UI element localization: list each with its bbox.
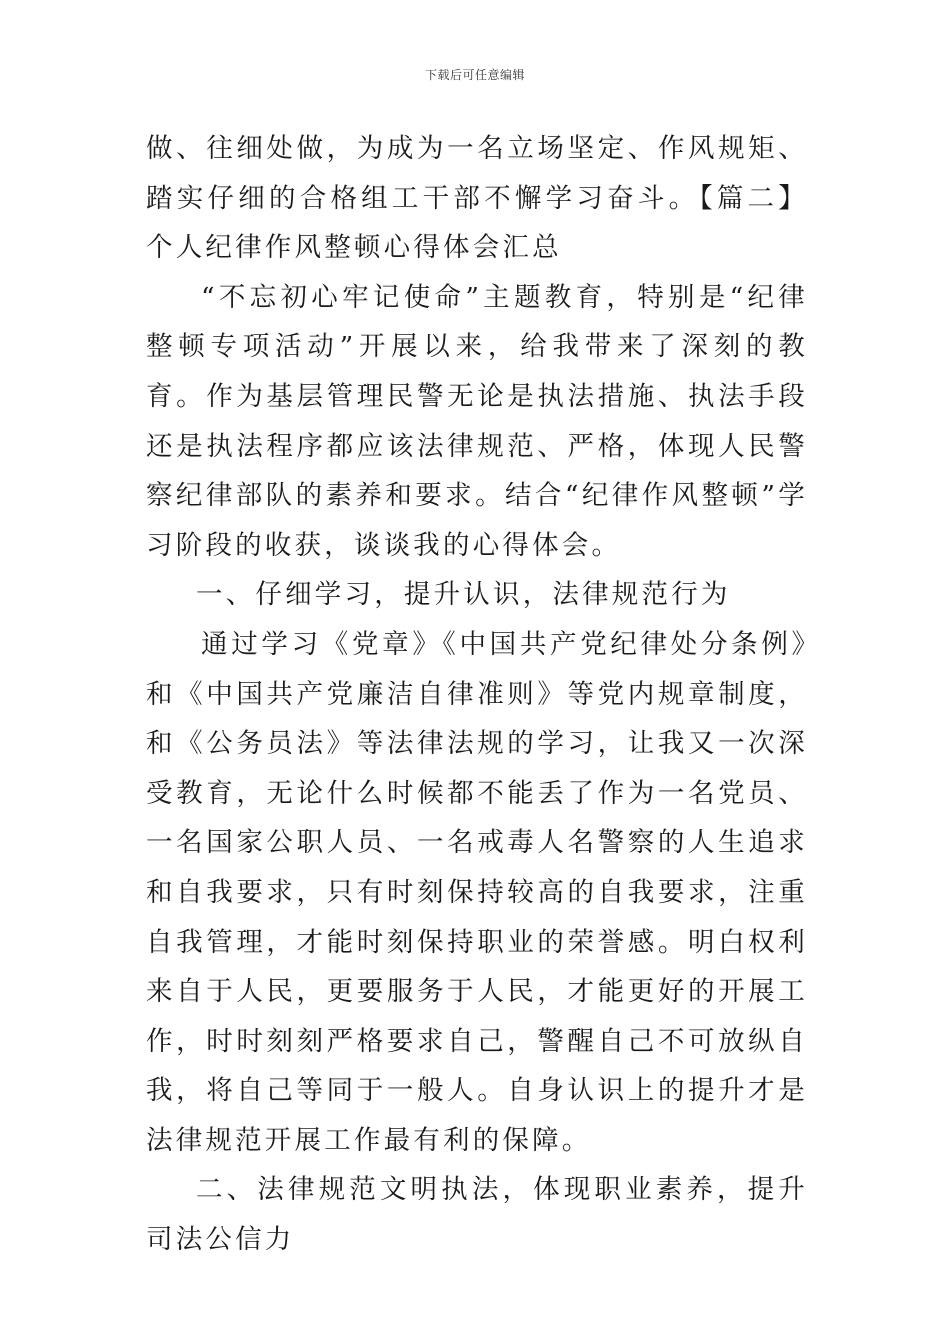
paragraph-intro: “不忘初心牢记使命”主题教育，特别是“纪律整顿专项活动”开展以来，给我带来了深刻的教育。作为基层管理民警无论是执法措施、执法手段还是执法程序都应该法律规范、严格，体现人民警察纪律部队的素养和要求。结合“纪律作风整顿”学习阶段的收获，谈谈我的心得体会。 xyxy=(146,281,808,561)
page-header: 下载后可任意编辑 xyxy=(424,68,525,82)
document-body xyxy=(146,124,808,1265)
paragraph-continuation: 做、往细处做，为成为一名立场坚定、作风规矩、踏实仔细的合格组工干部不懈学习奋斗。【篇二】个人纪律作风整顿心得体会汇总 xyxy=(146,133,808,264)
section-heading-1: 一、仔细学习，提升认识，法律规范行为 xyxy=(196,579,731,611)
paragraph-section-1: 通过学习《党章》《中国共产党纪律处分条例》和《中国共产党廉洁自律准则》等党内规章制度，和《公务员法》等法律法规的学习，让我又一次深受教育，无论什么时候都不能丢了作为一名党员、一名国家公职人员、一名戒毒人名警察的人生追求和自我要求，只有时刻保持较高的自我要求，注重自我管理，才能时刻保持职业的荣誉感。明白权利来自于人民，更要服务于人民，才能更好的开展工作，时时刻刻严格要求自己，警醒自己不可放纵自我，将自己等同于一般人。自身认识上的提升才是法律规范开展工作最有利的保障。 xyxy=(146,628,808,1156)
section-heading-2: 二、法律规范文明执法，体现职业素养，提升司法公信力 xyxy=(146,1174,808,1256)
